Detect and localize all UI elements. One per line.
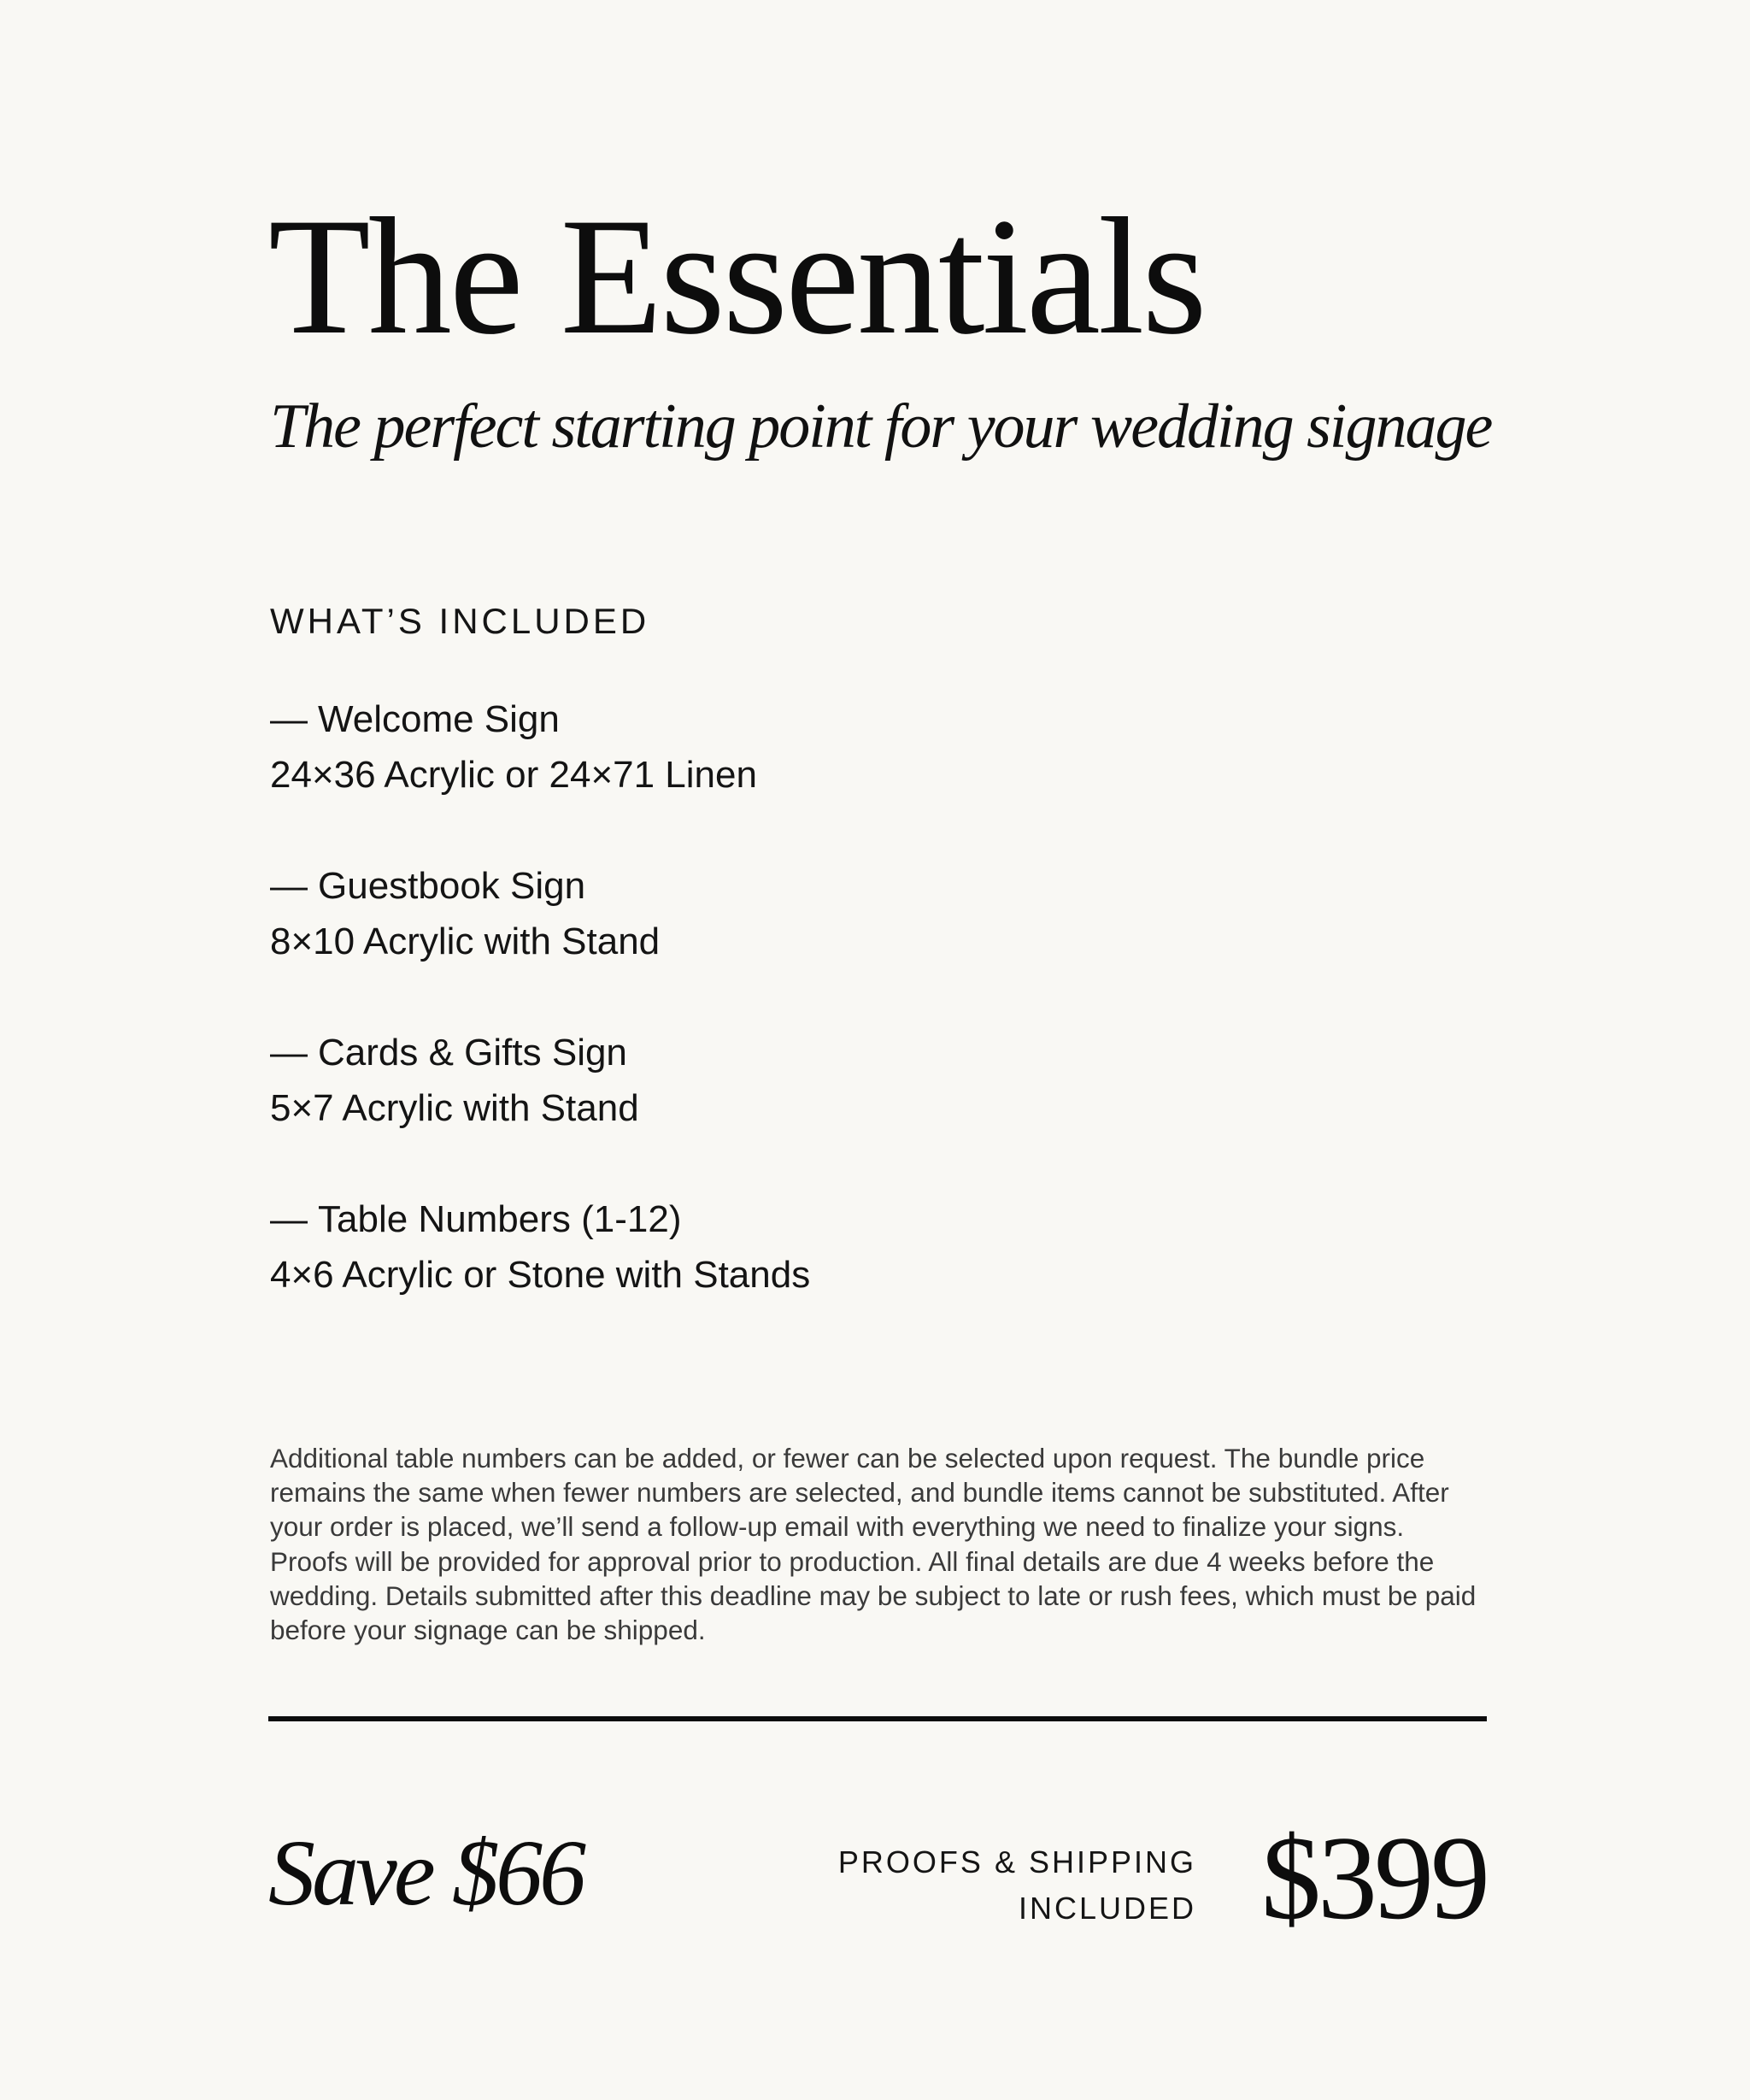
included-note-line-2: INCLUDED <box>1018 1891 1196 1926</box>
item-detail: 8×10 Acrylic with Stand <box>270 921 661 962</box>
included-item-table-numbers <box>270 1194 810 1361</box>
page-subtitle: The perfect starting point for your wedding signage <box>270 391 1492 462</box>
included-heading: WHAT’S INCLUDED <box>270 601 650 641</box>
included-item-welcome-sign <box>270 694 810 861</box>
bundle-page <box>268 0 1492 2100</box>
item-name: Cards & Gifts Sign <box>318 1032 627 1074</box>
item-detail: 24×36 Acrylic or 24×71 Linen <box>270 754 757 796</box>
item-name: Guestbook Sign <box>318 865 586 907</box>
included-item-cards-gifts-sign <box>270 1027 810 1194</box>
bundle-price: $399 <box>1261 1812 1487 1944</box>
proofs-shipping-note <box>838 1839 1196 1932</box>
page-title: The Essentials <box>268 184 1205 369</box>
em-dash-prefix: — <box>270 1032 308 1074</box>
item-name: Welcome Sign <box>318 698 560 740</box>
section-divider <box>268 1716 1487 1721</box>
item-name-line <box>270 1194 810 1250</box>
em-dash-prefix: — <box>270 865 308 907</box>
item-name-line <box>270 694 810 750</box>
item-name-line <box>270 861 810 916</box>
bundle-terms-note: Additional table numbers can be added, or fewer can be selected upon request. The bundle price remains the same when fewer numbers are selected, and bundle items cannot be substituted. After your order is placed, we’ll send a follow-up email with everything we need to finalize your signs. Proofs will be provided for approval prior to production. All final details are due 4 weeks before the wedding. Details submitted after this deadline may be subject to late or rush fees, which must be paid before your signage can be shipped. <box>270 1443 1477 1646</box>
item-detail: 5×7 Acrylic with Stand <box>270 1087 639 1129</box>
item-name: Table Numbers (1-12) <box>318 1198 682 1240</box>
included-note-line-1: PROOFS & SHIPPING <box>837 1844 1196 1879</box>
included-items-list <box>270 694 810 1361</box>
em-dash-prefix: — <box>270 698 308 740</box>
item-detail: 4×6 Acrylic or Stone with Stands <box>270 1254 811 1296</box>
item-name-line <box>270 1027 810 1083</box>
savings-label: Save $66 <box>268 1821 584 1925</box>
em-dash-prefix: — <box>270 1198 308 1240</box>
included-item-guestbook-sign <box>270 861 810 1027</box>
